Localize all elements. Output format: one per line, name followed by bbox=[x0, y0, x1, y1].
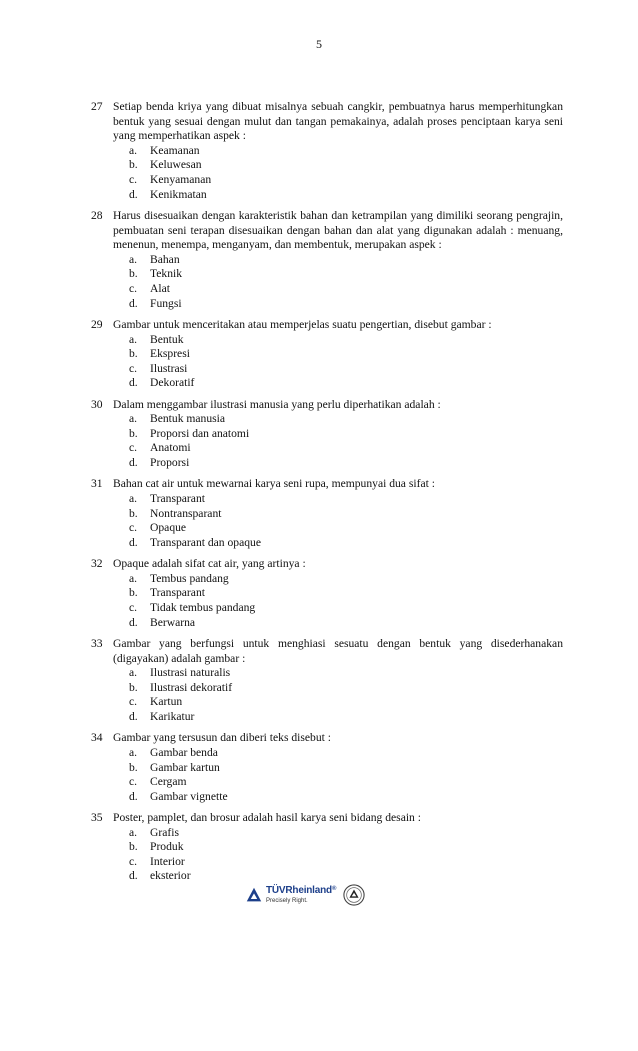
answer-option bbox=[129, 412, 563, 427]
answer-option bbox=[129, 840, 563, 855]
answer-options bbox=[113, 826, 563, 884]
option-text: Bentuk bbox=[150, 332, 184, 346]
answer-option bbox=[129, 441, 563, 456]
option-text: Tembus pandang bbox=[150, 571, 229, 585]
question-number: 29 bbox=[91, 317, 103, 331]
answer-option bbox=[129, 253, 563, 268]
tuv-registered-mark: ® bbox=[331, 886, 337, 892]
answer-option bbox=[129, 376, 563, 391]
option-letter: b. bbox=[129, 426, 138, 440]
option-text: Produk bbox=[150, 840, 184, 854]
option-text: Interior bbox=[150, 854, 185, 868]
option-letter: d. bbox=[129, 615, 138, 629]
page-number: 5 bbox=[316, 37, 322, 51]
option-text: Kartun bbox=[150, 695, 183, 709]
question-text: Gambar yang tersusun dan diberi teks disebut : bbox=[113, 731, 331, 745]
answer-option bbox=[129, 536, 563, 551]
answer-option bbox=[129, 695, 563, 710]
question-text: Opaque adalah sifat cat air, yang artinya : bbox=[113, 557, 306, 571]
answer-option bbox=[129, 173, 563, 188]
option-letter: b. bbox=[129, 680, 138, 694]
question-text: Bahan cat air untuk mewarnai karya seni rupa, mempunyai dua sifat : bbox=[113, 477, 435, 491]
option-letter: d. bbox=[129, 535, 138, 549]
tuv-rheinland-logo bbox=[246, 884, 365, 906]
option-text: Transparant bbox=[150, 492, 205, 506]
answer-option bbox=[129, 775, 563, 790]
option-letter: d. bbox=[129, 709, 138, 723]
answer-option bbox=[129, 790, 563, 805]
answer-option bbox=[129, 456, 563, 471]
option-letter: d. bbox=[129, 376, 138, 390]
question-item bbox=[91, 557, 563, 630]
option-text: Proporsi dan anatomi bbox=[150, 426, 250, 440]
option-letter: a. bbox=[129, 571, 138, 585]
option-letter: c. bbox=[129, 361, 138, 375]
question-item bbox=[91, 477, 563, 550]
answer-option bbox=[129, 572, 563, 587]
option-letter: a. bbox=[129, 412, 138, 426]
option-letter: d. bbox=[129, 869, 138, 883]
tuv-brand-text bbox=[266, 886, 336, 904]
question-item bbox=[91, 318, 563, 391]
question-text: Gambar yang berfungsi untuk menghiasi sesuatu dengan bentuk yang disederhanakan (digayakan) adalah gambar : bbox=[113, 636, 563, 665]
option-text: Transparant dan opaque bbox=[150, 535, 261, 549]
answer-option bbox=[129, 761, 563, 776]
question-body bbox=[113, 398, 563, 471]
question-number: 30 bbox=[91, 397, 103, 411]
option-letter: b. bbox=[129, 840, 138, 854]
question-item bbox=[91, 811, 563, 884]
option-text: Kenyamanan bbox=[150, 172, 212, 186]
answer-options bbox=[113, 666, 563, 724]
answer-option bbox=[129, 746, 563, 761]
question-item bbox=[91, 209, 563, 311]
option-letter: c. bbox=[129, 281, 138, 295]
answer-option bbox=[129, 710, 563, 725]
question-number: 32 bbox=[91, 557, 103, 571]
tuv-brand-name: TÜVRheinland bbox=[266, 885, 332, 896]
option-text: Opaque bbox=[150, 521, 187, 535]
answer-option bbox=[129, 297, 563, 312]
option-text: Nontransparant bbox=[150, 506, 222, 520]
option-text: Ilustrasi dekoratif bbox=[150, 680, 233, 694]
option-text: eksterior bbox=[150, 869, 191, 883]
answer-options bbox=[113, 333, 563, 391]
answer-option bbox=[129, 347, 563, 362]
question-item bbox=[91, 100, 563, 202]
option-text: Bahan bbox=[150, 252, 180, 266]
option-letter: c. bbox=[129, 854, 138, 868]
option-text: Cergam bbox=[150, 775, 187, 789]
answer-option bbox=[129, 855, 563, 870]
option-letter: c. bbox=[129, 172, 138, 186]
answer-option bbox=[129, 282, 563, 297]
option-text: Gambar vignette bbox=[150, 789, 228, 803]
question-number: 31 bbox=[91, 477, 103, 491]
option-text: Keluwesan bbox=[150, 158, 202, 172]
option-letter: c. bbox=[129, 775, 138, 789]
option-letter: b. bbox=[129, 267, 138, 281]
option-text: Dekoratif bbox=[150, 376, 195, 390]
certification-seal-icon bbox=[343, 884, 365, 906]
question-text: Gambar untuk menceritakan atau memperjelas suatu pengertian, disebut gambar : bbox=[113, 317, 492, 331]
answer-option bbox=[129, 158, 563, 173]
question-text: Setiap benda kriya yang dibuat misalnya sebuah cangkir, pembuatnya harus memperhitungkan bentuk yang sesuai dengan mulut dan tangan pemakainya, adalah proses penciptaan karya seni yang memperhatikan aspek : bbox=[113, 100, 563, 143]
option-letter: d. bbox=[129, 789, 138, 803]
option-text: Berwarna bbox=[150, 615, 196, 629]
tuv-triangle-icon bbox=[246, 887, 262, 903]
option-text: Ilustrasi naturalis bbox=[150, 666, 231, 680]
option-letter: b. bbox=[129, 347, 138, 361]
option-text: Grafis bbox=[150, 825, 179, 839]
question-body bbox=[113, 209, 563, 311]
answer-options bbox=[113, 253, 563, 311]
option-text: Bentuk manusia bbox=[150, 412, 226, 426]
option-text: Karikatur bbox=[150, 709, 195, 723]
question-text: Harus disesuaikan dengan karakteristik bahan dan ketrampilan yang dimiliki seorang pengrajin, pembuatan seni terapan disesuaikan dengan bahan dan alat yang digunakan adalah : menuang, menenun, menempa, menganyam, dan membentuk, merupakan aspek : bbox=[113, 208, 563, 252]
answer-option bbox=[129, 586, 563, 601]
option-letter: b. bbox=[129, 586, 138, 600]
option-text: Transparant bbox=[150, 586, 205, 600]
option-text: Alat bbox=[150, 281, 170, 295]
question-body bbox=[113, 318, 563, 391]
answer-option bbox=[129, 144, 563, 159]
option-letter: d. bbox=[129, 187, 138, 201]
answer-option bbox=[129, 521, 563, 536]
option-letter: a. bbox=[129, 252, 138, 266]
question-body bbox=[113, 100, 563, 202]
answer-option bbox=[129, 826, 563, 841]
option-letter: a. bbox=[129, 143, 138, 157]
option-letter: a. bbox=[129, 666, 138, 680]
option-letter: c. bbox=[129, 695, 138, 709]
question-item bbox=[91, 637, 563, 725]
question-item bbox=[91, 731, 563, 804]
option-text: Ekspresi bbox=[150, 347, 190, 361]
tuv-tagline: Precisely Right. bbox=[266, 898, 308, 904]
option-letter: a. bbox=[129, 745, 138, 759]
option-text: Anatomi bbox=[150, 441, 191, 455]
option-text: Proporsi bbox=[150, 456, 190, 470]
question-text: Dalam menggambar ilustrasi manusia yang perlu diperhatikan adalah : bbox=[113, 397, 441, 411]
question-list bbox=[91, 100, 563, 891]
answer-options bbox=[113, 144, 563, 202]
option-letter: a. bbox=[129, 825, 138, 839]
option-text: Keamanan bbox=[150, 143, 200, 157]
answer-option bbox=[129, 188, 563, 203]
question-number: 34 bbox=[91, 731, 103, 745]
question-number: 28 bbox=[91, 208, 103, 222]
question-text: Poster, pamplet, dan brosur adalah hasil karya seni bidang desain : bbox=[113, 811, 421, 825]
option-letter: c. bbox=[129, 600, 138, 614]
answer-options bbox=[113, 412, 563, 470]
option-letter: c. bbox=[129, 521, 138, 535]
answer-option bbox=[129, 427, 563, 442]
question-item bbox=[91, 398, 563, 471]
answer-option bbox=[129, 492, 563, 507]
option-text: Tidak tembus pandang bbox=[150, 600, 256, 614]
answer-options bbox=[113, 572, 563, 630]
answer-option bbox=[129, 869, 563, 884]
question-body bbox=[113, 557, 563, 630]
option-letter: d. bbox=[129, 456, 138, 470]
option-letter: b. bbox=[129, 158, 138, 172]
option-text: Gambar benda bbox=[150, 745, 218, 759]
question-body bbox=[113, 477, 563, 550]
question-number: 35 bbox=[91, 811, 103, 825]
question-number: 33 bbox=[91, 636, 103, 650]
option-letter: a. bbox=[129, 492, 138, 506]
answer-option bbox=[129, 681, 563, 696]
option-text: Ilustrasi bbox=[150, 361, 188, 375]
question-body bbox=[113, 811, 563, 884]
option-letter: b. bbox=[129, 760, 138, 774]
option-text: Teknik bbox=[150, 267, 183, 281]
option-letter: a. bbox=[129, 332, 138, 346]
answer-options bbox=[113, 492, 563, 550]
answer-option bbox=[129, 267, 563, 282]
answer-option bbox=[129, 507, 563, 522]
answer-option bbox=[129, 666, 563, 681]
answer-options bbox=[113, 746, 563, 804]
option-text: Fungsi bbox=[150, 296, 182, 310]
question-body bbox=[113, 637, 563, 725]
answer-option bbox=[129, 601, 563, 616]
option-letter: b. bbox=[129, 506, 138, 520]
option-letter: d. bbox=[129, 296, 138, 310]
question-body bbox=[113, 731, 563, 804]
answer-option bbox=[129, 362, 563, 377]
answer-option bbox=[129, 616, 563, 631]
option-letter: c. bbox=[129, 441, 138, 455]
answer-option bbox=[129, 333, 563, 348]
question-number: 27 bbox=[91, 100, 103, 113]
option-text: Kenikmatan bbox=[150, 187, 207, 201]
option-text: Gambar kartun bbox=[150, 760, 220, 774]
